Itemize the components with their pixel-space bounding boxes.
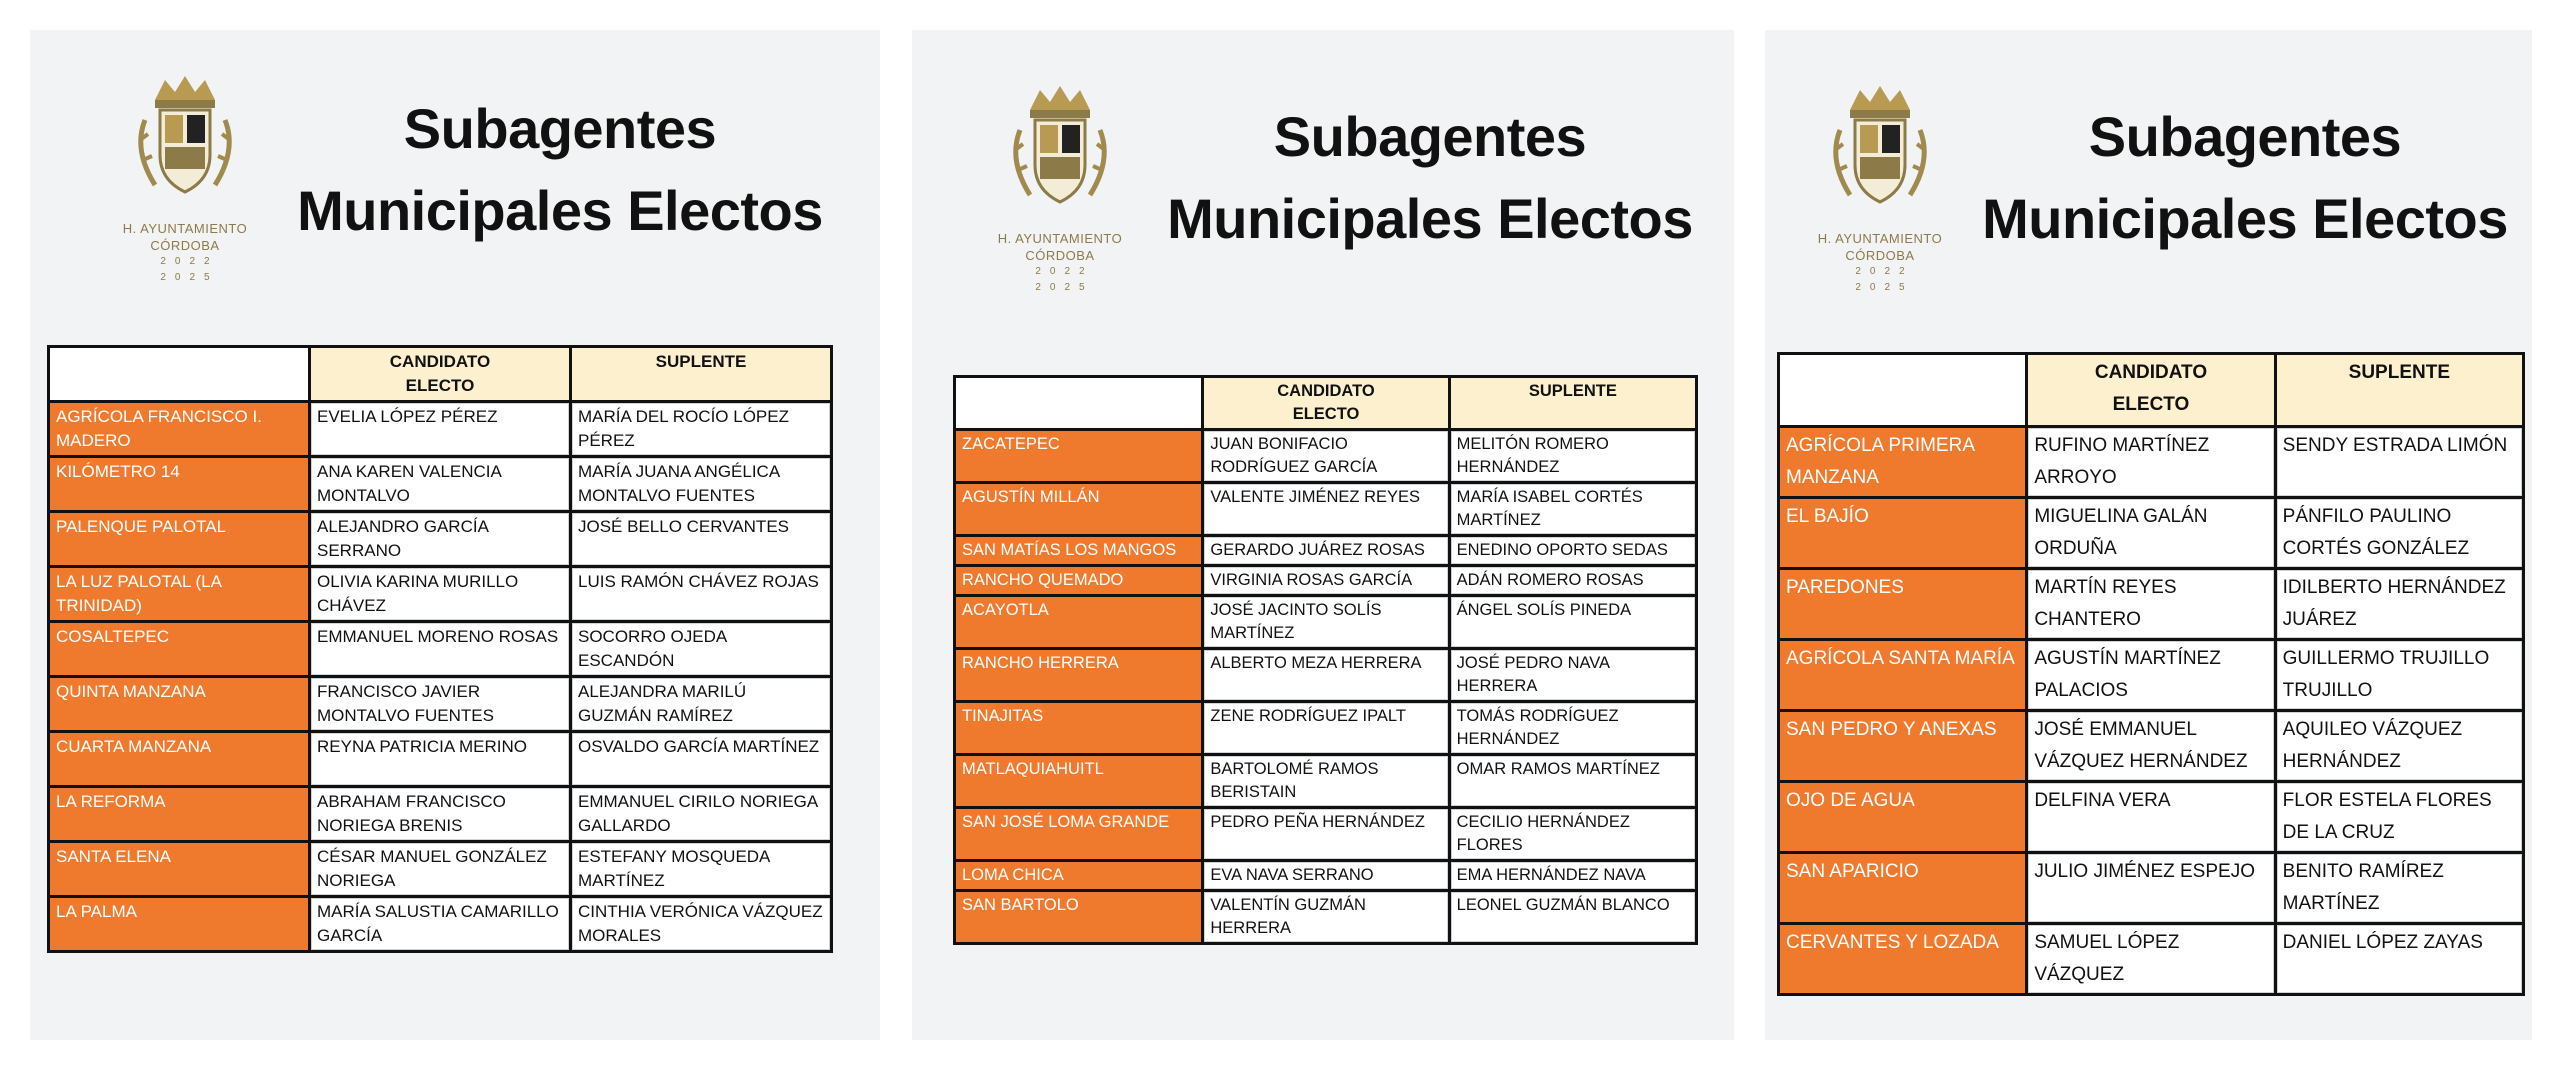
suplente-cell: LUIS RAMÓN CHÁVEZ ROJAS xyxy=(572,568,830,620)
candidato-cell: VALENTÍN GUZMÁN HERRERA xyxy=(1204,892,1447,942)
table-row xyxy=(1780,641,2522,709)
coat-of-arms-icon xyxy=(1820,80,1940,230)
table-row xyxy=(1780,925,2522,993)
logo-years-1: 2022 xyxy=(1855,266,1914,277)
title-line-1: Subagentes xyxy=(2088,105,2402,168)
logo-years-2: 2025 xyxy=(160,272,219,283)
table-row xyxy=(50,788,830,840)
subagentes-table-2 xyxy=(953,375,1698,945)
header-suplente: SUPLENTE xyxy=(572,348,830,400)
title-line-1: Subagentes xyxy=(1273,105,1587,168)
suplente-cell: MELITÓN ROMERO HERNÁNDEZ xyxy=(1451,431,1695,481)
table-row xyxy=(956,567,1695,594)
table-header-row xyxy=(956,378,1695,428)
locality-cell: AGUSTÍN MILLÁN xyxy=(956,484,1201,534)
locality-cell: OJO DE AGUA xyxy=(1780,783,2025,851)
header-candidato xyxy=(311,348,569,400)
title-line-2: Municipales Electos xyxy=(1982,187,2508,250)
candidato-cell: PEDRO PEÑA HERNÁNDEZ xyxy=(1204,809,1447,859)
subagentes-table-3 xyxy=(1777,352,2525,996)
suplente-cell: AQUILEO VÁZQUEZ HERNÁNDEZ xyxy=(2277,712,2522,780)
table-row xyxy=(956,484,1695,534)
table-row xyxy=(50,403,830,455)
table-row xyxy=(956,650,1695,700)
locality-cell: SAN BARTOLO xyxy=(956,892,1201,942)
candidato-cell: MIGUELINA GALÁN ORDUÑA xyxy=(2028,499,2273,567)
table-row xyxy=(956,703,1695,753)
locality-cell: KILÓMETRO 14 xyxy=(50,458,308,510)
logo-years-1: 2022 xyxy=(1035,266,1094,277)
candidato-cell: ALEJANDRO GARCÍA SERRANO xyxy=(311,513,569,565)
locality-cell: EL BAJÍO xyxy=(1780,499,2025,567)
candidato-cell: RUFINO MARTÍNEZ ARROYO xyxy=(2028,428,2273,496)
page-title xyxy=(290,88,830,252)
logo-years-1: 2022 xyxy=(160,256,219,267)
suplente-cell: OMAR RAMOS MARTÍNEZ xyxy=(1451,756,1695,806)
suplente-cell: SENDY ESTRADA LIMÓN xyxy=(2277,428,2522,496)
candidato-cell: VIRGINIA ROSAS GARCÍA xyxy=(1204,567,1447,594)
locality-cell: PALENQUE PALOTAL xyxy=(50,513,308,565)
table-header-row xyxy=(1780,355,2522,425)
candidato-cell: AGUSTÍN MARTÍNEZ PALACIOS xyxy=(2028,641,2273,709)
suplente-cell: ENEDINO OPORTO SEDAS xyxy=(1451,537,1695,564)
title-line-1: Subagentes xyxy=(403,97,717,160)
municipal-crest-logo xyxy=(1795,80,1965,296)
suplente-cell: ADÁN ROMERO ROSAS xyxy=(1451,567,1695,594)
locality-cell: SAN JOSÉ LOMA GRANDE xyxy=(956,809,1201,859)
suplente-cell: BENITO RAMÍREZ MARTÍNEZ xyxy=(2277,854,2522,922)
candidato-cell: OLIVIA KARINA MURILLO CHÁVEZ xyxy=(311,568,569,620)
table-row xyxy=(1780,712,2522,780)
locality-cell: QUINTA MANZANA xyxy=(50,678,308,730)
table-row xyxy=(1780,783,2522,851)
logo-line-2: CÓRDOBA xyxy=(150,238,220,253)
table-row xyxy=(1780,570,2522,638)
suplente-cell: MARÍA DEL ROCÍO LÓPEZ PÉREZ xyxy=(572,403,830,455)
locality-cell: RANCHO HERRERA xyxy=(956,650,1201,700)
candidato-cell: CÉSAR MANUEL GONZÁLEZ NORIEGA xyxy=(311,843,569,895)
coat-of-arms-icon xyxy=(125,70,245,220)
logo-line-1: H. AYUNTAMIENTO xyxy=(122,221,248,236)
suplente-cell: FLOR ESTELA FLORES DE LA CRUZ xyxy=(2277,783,2522,851)
header-candidato-line-2: ELECTO xyxy=(1292,405,1360,423)
table-row xyxy=(50,733,830,785)
locality-cell: LA PALMA xyxy=(50,898,308,950)
table-header-row xyxy=(50,348,830,400)
locality-cell: SANTA ELENA xyxy=(50,843,308,895)
table-row xyxy=(50,568,830,620)
suplente-cell: JOSÉ PEDRO NAVA HERRERA xyxy=(1451,650,1695,700)
page-title xyxy=(1160,96,1700,260)
locality-cell: AGRÍCOLA SANTA MARÍA xyxy=(1780,641,2025,709)
locality-cell: CUARTA MANZANA xyxy=(50,733,308,785)
suplente-cell: EMMANUEL CIRILO NORIEGA GALLARDO xyxy=(572,788,830,840)
logo-line-1: H. AYUNTAMIENTO xyxy=(1817,231,1943,246)
locality-cell: SAN APARICIO xyxy=(1780,854,2025,922)
logo-line-2: CÓRDOBA xyxy=(1845,248,1915,263)
header-candidato-line-2: ELECTO xyxy=(2112,394,2190,415)
suplente-cell: ALEJANDRA MARILÚ GUZMÁN RAMÍREZ xyxy=(572,678,830,730)
coat-of-arms-icon xyxy=(1000,80,1120,230)
subagentes-table-1 xyxy=(47,345,833,953)
candidato-cell: EVA NAVA SERRANO xyxy=(1204,862,1447,889)
suplente-cell: LEONEL GUZMÁN BLANCO xyxy=(1451,892,1695,942)
suplente-cell: ESTEFANY MOSQUEDA MARTÍNEZ xyxy=(572,843,830,895)
locality-cell: SAN MATÍAS LOS MANGOS xyxy=(956,537,1201,564)
locality-cell: ZACATEPEC xyxy=(956,431,1201,481)
locality-cell: ACAYOTLA xyxy=(956,597,1201,647)
logo-years-2: 2025 xyxy=(1855,282,1914,293)
candidato-cell: VALENTE JIMÉNEZ REYES xyxy=(1204,484,1447,534)
logo-years-2: 2025 xyxy=(1035,282,1094,293)
locality-cell: PAREDONES xyxy=(1780,570,2025,638)
logo-line-2: CÓRDOBA xyxy=(1025,248,1095,263)
table-row xyxy=(956,862,1695,889)
locality-cell: TINAJITAS xyxy=(956,703,1201,753)
header-candidato-line-1: CANDIDATO xyxy=(1277,382,1375,400)
suplente-cell: TOMÁS RODRÍGUEZ HERNÁNDEZ xyxy=(1451,703,1695,753)
candidato-cell: ABRAHAM FRANCISCO NORIEGA BRENIS xyxy=(311,788,569,840)
candidato-cell: FRANCISCO JAVIER MONTALVO FUENTES xyxy=(311,678,569,730)
candidato-cell: ANA KAREN VALENCIA MONTALVO xyxy=(311,458,569,510)
suplente-cell: CECILIO HERNÁNDEZ FLORES xyxy=(1451,809,1695,859)
candidato-cell: JUAN BONIFACIO RODRÍGUEZ GARCÍA xyxy=(1204,431,1447,481)
locality-cell: RANCHO QUEMADO xyxy=(956,567,1201,594)
header-suplente: SUPLENTE xyxy=(2277,355,2522,425)
suplente-cell: JOSÉ BELLO CERVANTES xyxy=(572,513,830,565)
table-row xyxy=(956,756,1695,806)
candidato-cell: JULIO JIMÉNEZ ESPEJO xyxy=(2028,854,2273,922)
title-line-2: Municipales Electos xyxy=(297,179,823,242)
candidato-cell: JOSÉ JACINTO SOLÍS MARTÍNEZ xyxy=(1204,597,1447,647)
candidato-cell: EVELIA LÓPEZ PÉREZ xyxy=(311,403,569,455)
candidato-cell: SAMUEL LÓPEZ VÁZQUEZ xyxy=(2028,925,2273,993)
suplente-cell: CINTHIA VERÓNICA VÁZQUEZ MORALES xyxy=(572,898,830,950)
suplente-cell: IDILBERTO HERNÁNDEZ JUÁREZ xyxy=(2277,570,2522,638)
page-title xyxy=(1975,96,2515,260)
locality-cell: MATLAQUIAHUITL xyxy=(956,756,1201,806)
table-row xyxy=(50,623,830,675)
candidato-cell: ZENE RODRÍGUEZ IPALT xyxy=(1204,703,1447,753)
suplente-cell: MARÍA ISABEL CORTÉS MARTÍNEZ xyxy=(1451,484,1695,534)
suplente-cell: GUILLERMO TRUJILLO TRUJILLO xyxy=(2277,641,2522,709)
locality-cell: SAN PEDRO Y ANEXAS xyxy=(1780,712,2025,780)
candidato-cell: EMMANUEL MORENO ROSAS xyxy=(311,623,569,675)
locality-cell: COSALTEPEC xyxy=(50,623,308,675)
municipal-crest-logo xyxy=(100,70,270,286)
locality-cell: LA LUZ PALOTAL (LA TRINIDAD) xyxy=(50,568,308,620)
locality-cell: CERVANTES Y LOZADA xyxy=(1780,925,2025,993)
locality-cell: LOMA CHICA xyxy=(956,862,1201,889)
candidato-cell: ALBERTO MEZA HERRERA xyxy=(1204,650,1447,700)
table-row xyxy=(50,513,830,565)
candidato-cell: REYNA PATRICIA MERINO xyxy=(311,733,569,785)
candidato-cell: JOSÉ EMMANUEL VÁZQUEZ HERNÁNDEZ xyxy=(2028,712,2273,780)
logo-line-1: H. AYUNTAMIENTO xyxy=(997,231,1123,246)
table-row xyxy=(956,431,1695,481)
suplente-cell: MARÍA JUANA ANGÉLICA MONTALVO FUENTES xyxy=(572,458,830,510)
candidato-cell: GERARDO JUÁREZ ROSAS xyxy=(1204,537,1447,564)
header-candidato xyxy=(1204,378,1447,428)
locality-cell: AGRÍCOLA FRANCISCO I. MADERO xyxy=(50,403,308,455)
header-blank-cell xyxy=(956,378,1201,428)
candidato-cell: BARTOLOMÉ RAMOS BERISTAIN xyxy=(1204,756,1447,806)
candidato-cell: MARTÍN REYES CHANTERO xyxy=(2028,570,2273,638)
header-candidato-line-1: CANDIDATO xyxy=(389,352,491,371)
table-row xyxy=(956,597,1695,647)
candidato-cell: DELFINA VERA xyxy=(2028,783,2273,851)
table-row xyxy=(956,809,1695,859)
header-blank-cell xyxy=(50,348,308,400)
locality-cell: LA REFORMA xyxy=(50,788,308,840)
candidato-cell: MARÍA SALUSTIA CAMARILLO GARCÍA xyxy=(311,898,569,950)
table-row xyxy=(50,458,830,510)
title-line-2: Municipales Electos xyxy=(1167,187,1693,250)
header-candidato-line-2: ELECTO xyxy=(405,376,475,395)
municipal-crest-logo xyxy=(975,80,1145,296)
table-row xyxy=(1780,428,2522,496)
table-row xyxy=(956,537,1695,564)
header-candidato-line-1: CANDIDATO xyxy=(2094,362,2208,383)
suplente-cell: OSVALDO GARCÍA MARTÍNEZ xyxy=(572,733,830,785)
suplente-cell: ÁNGEL SOLÍS PINEDA xyxy=(1451,597,1695,647)
table-row xyxy=(1780,499,2522,567)
table-row xyxy=(1780,854,2522,922)
locality-cell: AGRÍCOLA PRIMERA MANZANA xyxy=(1780,428,2025,496)
table-row xyxy=(956,892,1695,942)
suplente-cell: EMA HERNÁNDEZ NAVA xyxy=(1451,862,1695,889)
suplente-cell: PÁNFILO PAULINO CORTÉS GONZÁLEZ xyxy=(2277,499,2522,567)
header-blank-cell xyxy=(1780,355,2025,425)
table-row xyxy=(50,678,830,730)
header-suplente: SUPLENTE xyxy=(1451,378,1695,428)
table-row xyxy=(50,843,830,895)
suplente-cell: DANIEL LÓPEZ ZAYAS xyxy=(2277,925,2522,993)
header-candidato xyxy=(2028,355,2273,425)
suplente-cell: SOCORRO OJEDA ESCANDÓN xyxy=(572,623,830,675)
table-row xyxy=(50,898,830,950)
